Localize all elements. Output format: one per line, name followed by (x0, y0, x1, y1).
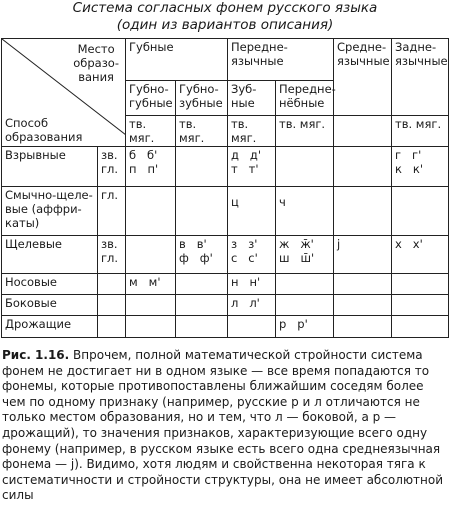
hardsoft-5 (334, 116, 392, 147)
hardsoft-6: тв. мяг. (392, 116, 449, 147)
cell-bilabial: б б' п п' (126, 147, 176, 187)
voice-cell (98, 295, 126, 316)
cell-labiodental (176, 147, 228, 187)
row-label: Дрожащие (2, 316, 98, 338)
table-row (2, 187, 449, 236)
place-label-2: образо- (73, 56, 119, 70)
cell-middle (334, 187, 392, 236)
sub-dental: Зуб- ные (228, 81, 276, 116)
table-row (2, 147, 449, 187)
cell-bilabial: м м' (126, 274, 176, 295)
cell-bilabial (126, 295, 176, 316)
cell-dental: н н' (228, 274, 276, 295)
cell-dental: л л' (228, 295, 276, 316)
cell-middle (334, 316, 392, 338)
hardsoft-1: тв. мяг. (126, 116, 176, 147)
group-back: Задне- язычные (392, 39, 449, 116)
cell-dental: ц (228, 187, 276, 236)
cell-labiodental (176, 187, 228, 236)
row-label: Боковые (2, 295, 98, 316)
voice-cell (98, 274, 126, 295)
cell-bilabial (126, 236, 176, 274)
table-row (2, 236, 449, 274)
table-subtitle: (один из вариантов описания) (116, 17, 334, 33)
cell-back (392, 187, 449, 236)
figure-label: Рис. 1.16. (2, 348, 70, 362)
voice-cell: зв. гл. (98, 236, 126, 274)
figure-caption (2, 348, 448, 504)
cell-back (392, 295, 449, 316)
cell-palatal: ж ж̄' ш ш̄' (276, 236, 334, 274)
cell-palatal (276, 295, 334, 316)
table-row (2, 295, 449, 316)
sub-palatal: Передне- нёбные (276, 81, 334, 116)
row-label: Щелевые (2, 236, 98, 274)
cell-dental (228, 316, 276, 338)
voice-cell (98, 316, 126, 338)
phoneme-table (1, 38, 449, 338)
place-label-3: вания (78, 70, 114, 84)
cell-back: г г' к к' (392, 147, 449, 187)
cell-back (392, 316, 449, 338)
cell-bilabial (126, 316, 176, 338)
mode-label-2: образования (5, 130, 83, 144)
voice-cell: гл. (98, 187, 126, 236)
cell-back: х х' (392, 236, 449, 274)
group-front: Передне- язычные (228, 39, 334, 81)
mode-label-1: Способ (5, 116, 49, 130)
cell-palatal (276, 147, 334, 187)
cell-middle (334, 147, 392, 187)
cell-palatal: р р' (276, 316, 334, 338)
hardsoft-3: тв. мяг. (228, 116, 276, 147)
cell-labiodental (176, 274, 228, 295)
cell-labiodental (176, 295, 228, 316)
group-middle: Средне- язычные (334, 39, 392, 116)
hardsoft-2: тв. мяг. (176, 116, 228, 147)
group-labial: Губные (126, 39, 228, 81)
cell-labiodental (176, 316, 228, 338)
cell-palatal (276, 274, 334, 295)
cell-palatal: ч (276, 187, 334, 236)
cell-labiodental: в в' ф ф' (176, 236, 228, 274)
place-label-1: Место (77, 42, 115, 56)
cell-bilabial (126, 187, 176, 236)
cell-middle (334, 295, 392, 316)
sub-labiodental: Губно- зубные (176, 81, 228, 116)
table-title: Система согласных фонем русского языка (72, 0, 378, 16)
table-row (2, 316, 449, 338)
row-label: Взрывные (2, 147, 98, 187)
row-label: Смычно-щеле- вые (аффри- каты) (2, 187, 98, 236)
cell-middle (334, 274, 392, 295)
mode-header (5, 116, 82, 144)
sub-bilabial: Губно- губные (126, 81, 176, 116)
cell-dental: д д' т т' (228, 147, 276, 187)
corner-header-cell (2, 39, 126, 147)
table-row (2, 274, 449, 295)
cell-back (392, 274, 449, 295)
place-header (73, 42, 119, 84)
row-label: Носовые (2, 274, 98, 295)
cell-dental: з з' с с' (228, 236, 276, 274)
hardsoft-4: тв. мяг. (276, 116, 334, 147)
cell-middle: j (334, 236, 392, 274)
caption-text: Впрочем, полной математической стройности система фонем не достигает ни в одном языке — все время попадаются то фонемы, которые противопоставлены ближайшим соседям более чем по одному признаку (например, русские р и л отличаются не только местом образования, но и тем, что л — боковой, а р — дрожащий), то значения признаков, характеризующие всего одну фонему (например, в русском языке есть всего одна среднеязычная фонема — j). Видимо, хотя людям и свойственна некоторая тяга к систематичности и стройности структуры, она не имеет абсолютной силы (2, 348, 444, 503)
voice-cell: зв. гл. (98, 147, 126, 187)
